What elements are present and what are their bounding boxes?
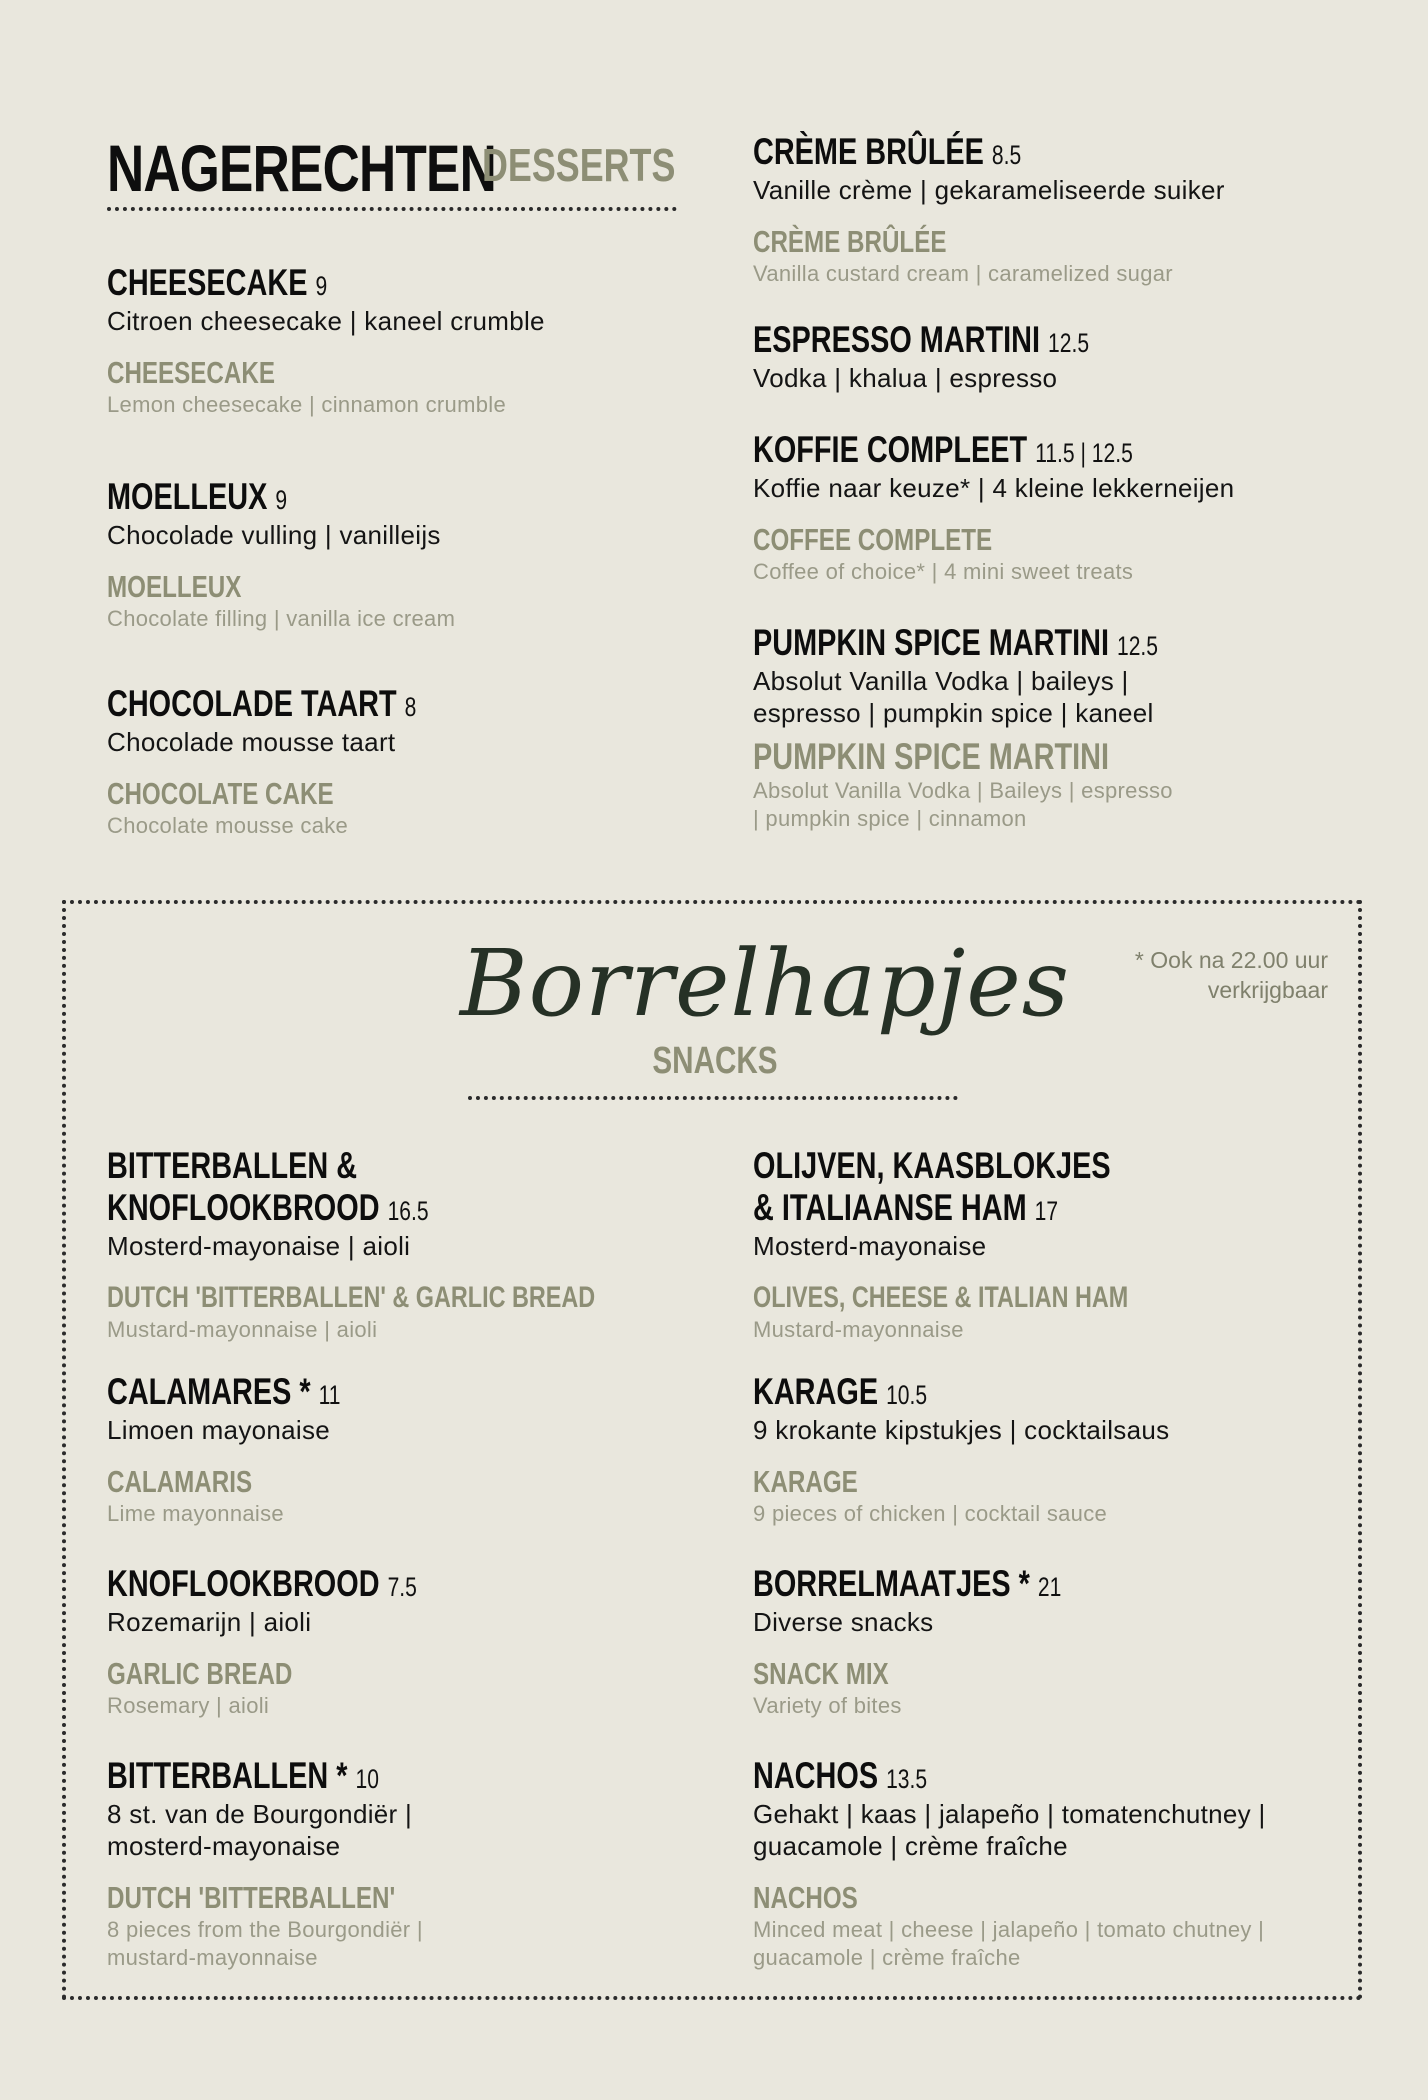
item-name: CALAMARES *: [107, 1371, 311, 1412]
item-description: Citroen cheesecake | kaneel crumble: [107, 306, 545, 336]
item-name: CHOCOLADE TAART: [107, 683, 397, 724]
item-description: 9 krokante kipstukjes | cocktailsaus: [753, 1415, 1170, 1445]
item-price: 11.5 | 12.5: [1035, 438, 1133, 468]
item-name-en: CRÈME BRÛLÉE: [753, 224, 947, 259]
item-name-en: PUMPKIN SPICE MARTINI: [753, 736, 1109, 777]
availability-note: [1135, 945, 1328, 1005]
item-price: 21: [1037, 1572, 1062, 1602]
item-name-en: KARAGE: [753, 1464, 858, 1499]
note-line-2: verkrijgbaar: [1207, 977, 1328, 1003]
item-name-en: OLIVES, CHEESE & ITALIAN HAM: [753, 1281, 1129, 1314]
item-description-en: Chocolate filling | vanilla ice cream: [107, 606, 456, 631]
item-price: 12.5: [1048, 328, 1090, 358]
item-name-en: GARLIC BREAD: [107, 1656, 293, 1691]
item-name-en: COFFEE COMPLETE: [753, 522, 993, 557]
item-description: Diverse snacks: [753, 1607, 934, 1637]
menu-item: [753, 1372, 1373, 1528]
menu-item: [753, 623, 1313, 833]
item-price: 7.5: [387, 1572, 417, 1602]
item-description: Absolut Vanilla Vodka | baileys | espresso | pumpkin spice | kaneel: [753, 666, 1154, 728]
item-description-en: 8 pieces from the Bourgondiër | mustard-mayonnaise: [107, 1917, 423, 1970]
item-name: BITTERBALLEN *: [107, 1755, 348, 1796]
item-price: 8: [404, 692, 417, 722]
menu-item: [107, 684, 727, 840]
item-description: Chocolade mousse taart: [107, 727, 396, 757]
item-name: KARAGE: [753, 1371, 879, 1412]
item-description: Gehakt | kaas | jalapeño | tomatenchutney | guacamole | crème fraîche: [753, 1799, 1266, 1861]
menu-item: [107, 477, 727, 633]
item-price: 17: [1034, 1196, 1059, 1226]
item-price: 12.5: [1116, 631, 1158, 661]
item-name-en: CHOCOLATE CAKE: [107, 776, 334, 811]
item-name-line-1: BITTERBALLEN &: [107, 1145, 358, 1186]
item-description: Vodka | khalua | espresso: [753, 363, 1058, 393]
item-description: Koffie naar keuze* | 4 kleine lekkerneijen: [753, 473, 1235, 503]
item-description: Mosterd-mayonaise | aioli: [107, 1231, 411, 1261]
item-name-en: DUTCH 'BITTERBALLEN': [107, 1880, 396, 1915]
snacks-title-script: Borrelhapjes: [460, 930, 1070, 1037]
item-price: 11: [318, 1380, 341, 1410]
item-name-en: MOELLEUX: [107, 569, 242, 604]
menu-item: [107, 1756, 727, 1972]
item-description: Rozemarijn | aioli: [107, 1607, 312, 1637]
menu-item: [107, 263, 727, 419]
item-description-en: Coffee of choice* | 4 mini sweet treats: [753, 559, 1134, 584]
menu-item: [107, 1372, 727, 1528]
item-name: CHEESECAKE: [107, 262, 308, 303]
item-name: ESPRESSO MARTINI: [753, 319, 1041, 360]
item-name-en: NACHOS: [753, 1880, 858, 1915]
menu-item: [753, 1146, 1373, 1344]
snacks-title-en: SNACKS: [652, 1040, 778, 1082]
desserts-title-nl: NAGERECHTEN: [107, 131, 496, 205]
menu-item: [753, 1564, 1373, 1720]
item-description-en: Mustard-mayonnaise | aioli: [107, 1317, 378, 1342]
desserts-header: [107, 130, 676, 205]
item-description: Vanille crème | gekarameliseerde suiker: [753, 175, 1225, 205]
item-description-en: Mustard-mayonnaise: [753, 1317, 964, 1342]
item-description-en: Vanilla custard cream | caramelized sugar: [753, 261, 1173, 286]
desserts-divider: [107, 207, 677, 211]
snacks-divider: [468, 1096, 958, 1100]
item-description-en: Lime mayonnaise: [107, 1501, 284, 1526]
menu-item: [107, 1564, 727, 1720]
item-name-en: DUTCH 'BITTERBALLEN' & GARLIC BREAD: [107, 1281, 596, 1314]
item-description-en: Rosemary | aioli: [107, 1693, 270, 1718]
item-price: 9: [275, 485, 288, 515]
item-name: KNOFLOOKBROOD: [107, 1563, 380, 1604]
item-name-line-1: OLIJVEN, KAASBLOKJES: [753, 1145, 1111, 1186]
item-description-en: Lemon cheesecake | cinnamon crumble: [107, 392, 506, 417]
item-price: 16.5: [387, 1196, 429, 1226]
item-name: & ITALIAANSE HAM: [753, 1187, 1027, 1228]
item-name: BORRELMAATJES *: [753, 1563, 1030, 1604]
item-description: Chocolade vulling | vanilleijs: [107, 520, 441, 550]
item-description-en: Minced meat | cheese | jalapeño | tomato chutney | guacamole | crème fraîche: [753, 1917, 1265, 1970]
item-price: 10.5: [886, 1380, 928, 1410]
item-price: 9: [315, 271, 328, 301]
item-name: MOELLEUX: [107, 476, 268, 517]
item-name: KOFFIE COMPLEET: [753, 429, 1028, 470]
item-name: PUMPKIN SPICE MARTINI: [753, 622, 1109, 663]
item-name-en: CHEESECAKE: [107, 355, 275, 390]
menu-item: [107, 1146, 727, 1344]
item-name: KNOFLOOKBROOD: [107, 1187, 380, 1228]
item-price: 10: [355, 1764, 379, 1794]
item-description: Mosterd-mayonaise: [753, 1231, 987, 1261]
item-description: 8 st. van de Bourgondiër | mosterd-mayonaise: [107, 1799, 413, 1861]
desserts-title-en: DESSERTS: [482, 139, 676, 191]
item-name-en: SNACK MIX: [753, 1656, 889, 1691]
item-description-en: Chocolate mousse cake: [107, 813, 349, 838]
item-description-en: 9 pieces of chicken | cocktail sauce: [753, 1501, 1108, 1526]
menu-item: [753, 1756, 1333, 1972]
item-price: 8.5: [991, 140, 1022, 170]
item-description-en: Absolut Vanilla Vodka | Baileys | espresso | pumpkin spice | cinnamon: [753, 778, 1173, 831]
item-name-en: CALAMARIS: [107, 1464, 253, 1499]
menu-item: [753, 320, 1373, 394]
item-description-en: Variety of bites: [753, 1693, 902, 1718]
menu-item: [753, 132, 1373, 288]
item-price: 13.5: [886, 1764, 928, 1794]
item-name: CRÈME BRÛLÉE: [753, 131, 984, 172]
menu-item: [753, 430, 1373, 586]
note-line-1: * Ook na 22.00 uur: [1134, 947, 1328, 973]
item-name: NACHOS: [753, 1755, 879, 1796]
item-description: Limoen mayonaise: [107, 1415, 331, 1445]
